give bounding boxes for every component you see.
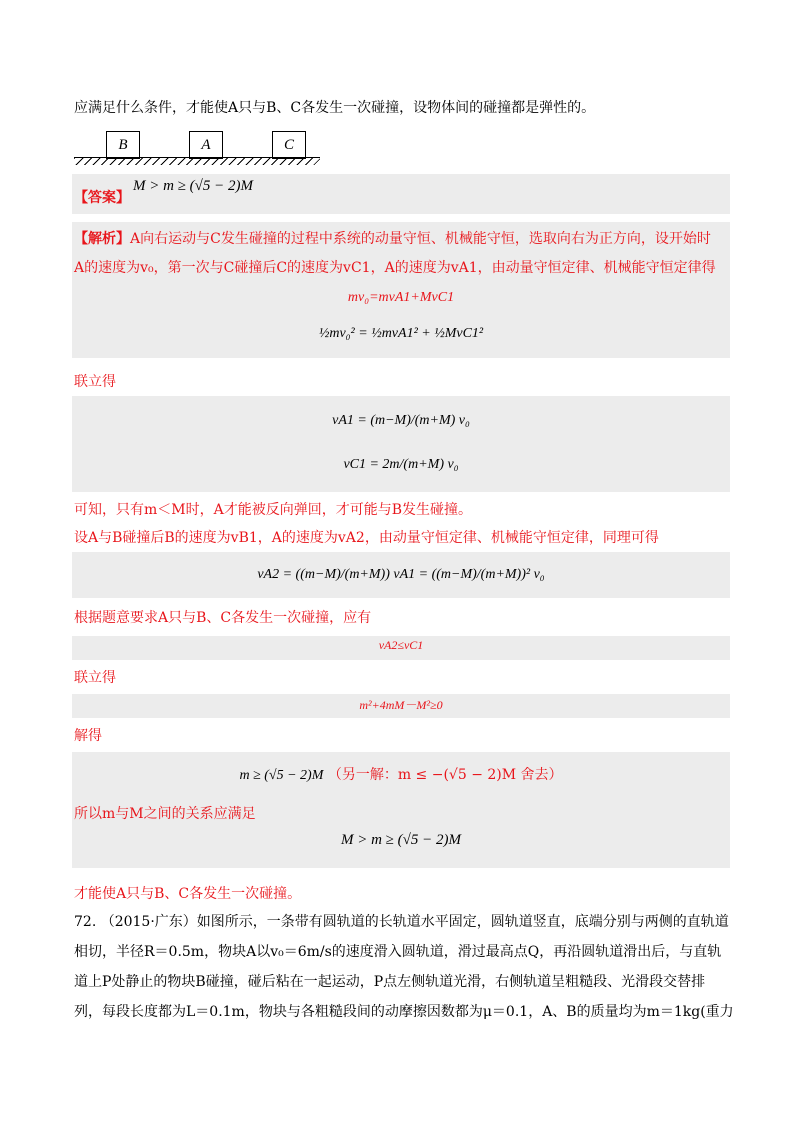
problem-72-line-3: 道上P处静止的物块B碰撞，碰后粘在一起运动，P点左侧轨道光滑，右侧轨道呈粗糙段、光滑段交替排 [74,974,706,990]
analysis-line-2: A的速度为v₀，第一次与C碰撞后C的速度为vC1，A的速度为vA1，由动量守恒定律、机械能守恒定律得 [74,260,716,276]
conclusion-1: 可知，只有m＜M时，A才能被反向弹回，才可能与B发生碰撞。 [74,502,473,518]
problem-72-line-4: 列，每段长度都为L＝0.1m，物块与各粗糙段间的动摩擦因数都为μ＝0.1，A、B的质量均为m＝1kg(重力 [74,1004,734,1020]
answer-label: 【答案】 [74,190,130,206]
problem-72-line-2: 相切，半径R＝0.5m，物块A以v₀＝6m/s的速度滑入圆轨道，滑过最高点Q，再沿圆轨道滑出后，与直轨 [74,944,722,960]
final-formula: M > m ≥ (√5 − 2)M [340,832,462,848]
closing: 才能使A只与B、C各发生一次碰撞。 [74,886,302,902]
intro-text: 应满足什么条件，才能使A只与B、C各发生一次碰撞，设物体间的碰撞都是弹性的。 [74,100,596,116]
eq-va2: vA2 = ((m−M)/(m+M)) vA1 = ((m−M)/(m+M))² v₀ [257,567,545,582]
jiede: 解得 [74,728,102,744]
analysis-line-1: 【解析】A向右运动与C发生碰撞的过程中系统的动量守恒、机械能守恒，选取向右为正方向，设开始时 [74,231,711,247]
quad: m²+4mM－M²≥0 [359,698,443,712]
eq-energy: ½mv₀² = ½mvA1² + ½MvC1² [318,326,484,341]
eq-momentum: mv₀=mvA1+MvC1 [347,290,455,305]
problem-72-line-1: 72. （2015·广东）如图所示，一条带有圆轨道的长轨道水平固定，圆轨道竖直，底端分别与两侧的直轨道 [74,914,729,930]
lianli-2: 联立得 [74,670,116,686]
setup-2: 设A与B碰撞后B的速度为vB1，A的速度为vA2，由动量守恒定律、机械能守恒定律，同理可得 [74,530,659,546]
block-a: A [189,131,223,159]
eq-vc1: vC1 = 2m/(m+M) v₀ [343,457,459,472]
ground-hatch [74,158,320,165]
ineq: vA2≤vC1 [378,638,424,652]
block-b: B [106,131,140,159]
block-c: C [272,131,306,159]
lianli-1: 联立得 [74,374,116,390]
answer-formula: M > m ≥ (√5 − 2)M [133,178,254,194]
relation: 所以m与M之间的关系应满足 [74,806,256,822]
solution-line: m ≥ (√5 − 2)M （另一解：m ≤ −(√5 − 2)M 舍去） [239,767,563,783]
eq-va1: vA1 = (m−M)/(m+M) v₀ [332,413,470,428]
requirement: 根据题意要求A只与B、C各发生一次碰撞，应有 [74,610,372,626]
